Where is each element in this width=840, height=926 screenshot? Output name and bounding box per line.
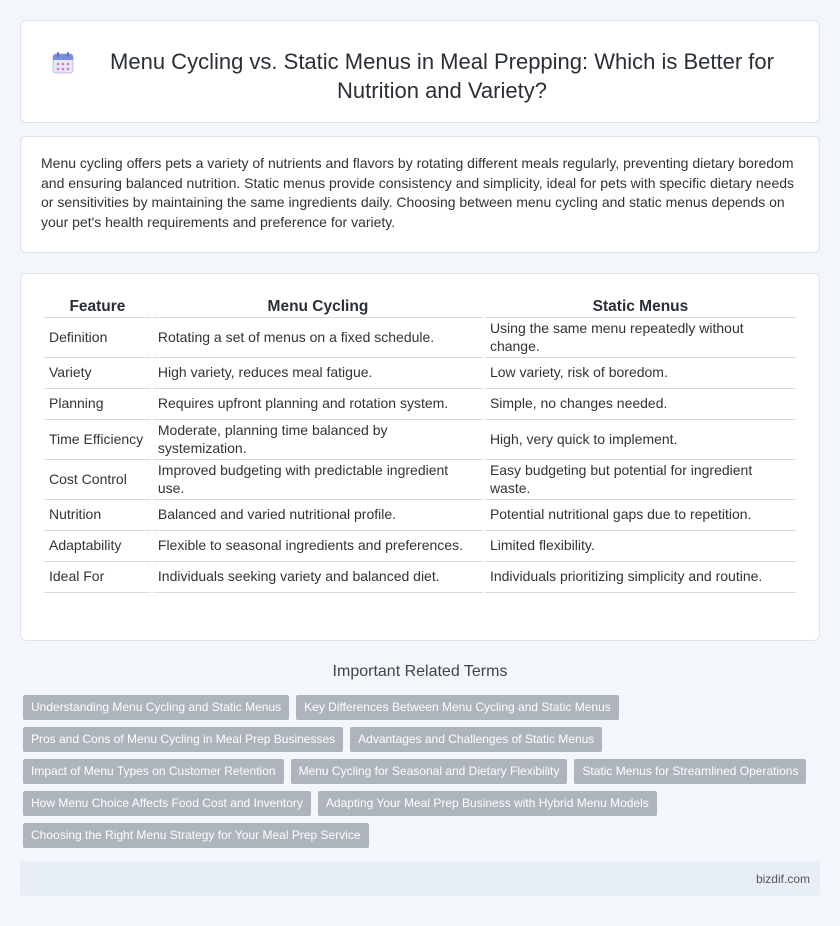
- related-term-tag[interactable]: Menu Cycling for Seasonal and Dietary Flexibility: [291, 759, 568, 784]
- feature-cell: Nutrition: [44, 500, 151, 531]
- tag-row: [23, 823, 823, 848]
- table-row: [44, 531, 796, 562]
- static-menus-cell: Using the same menu repeatedly without change.: [485, 318, 796, 358]
- menu-cycling-cell: Requires upfront planning and rotation system.: [153, 389, 483, 420]
- intro-paragraph: Menu cycling offers pets a variety of nutrients and flavors by rotating different meals regularly, preventing dietary boredom and ensuring balanced nutrition. Static menus provide consistency and simplicity, ideal for pets with specific dietary needs or sensitivities by maintaining the same ingredients daily. Choosing between menu cycling and static menus depends on your pet's health requirements and preference for variety.: [41, 155, 795, 230]
- table-header-row: [44, 296, 796, 318]
- menu-cycling-cell: Balanced and varied nutritional profile.: [153, 500, 483, 531]
- related-term-tag[interactable]: How Menu Choice Affects Food Cost and Inventory: [23, 791, 311, 816]
- related-terms-heading: Important Related Terms: [332, 663, 508, 680]
- footer: [20, 862, 820, 896]
- menu-cycling-cell: Individuals seeking variety and balanced diet.: [153, 562, 483, 593]
- menu-cycling-cell: Improved budgeting with predictable ingredient use.: [153, 460, 483, 500]
- feature-cell: Planning: [44, 389, 151, 420]
- static-menus-cell: Limited flexibility.: [485, 531, 796, 562]
- calendar-icon: [51, 51, 75, 75]
- static-menus-cell: Low variety, risk of boredom.: [485, 358, 796, 389]
- menu-cycling-cell: High variety, reduces meal fatigue.: [153, 358, 483, 389]
- static-menus-cell: Individuals prioritizing simplicity and routine.: [485, 562, 796, 593]
- related-term-tag[interactable]: Key Differences Between Menu Cycling and Static Menus: [296, 695, 619, 720]
- comparison-table-card: [20, 273, 820, 641]
- related-term-tag[interactable]: Adapting Your Meal Prep Business with Hybrid Menu Models: [318, 791, 657, 816]
- related-term-tag[interactable]: Advantages and Challenges of Static Menus: [350, 727, 602, 752]
- header-menu-cycling: Menu Cycling: [153, 296, 483, 318]
- related-term-tag[interactable]: Understanding Menu Cycling and Static Menus: [23, 695, 289, 720]
- menu-cycling-cell: Flexible to seasonal ingredients and preferences.: [153, 531, 483, 562]
- feature-cell: Definition: [44, 318, 151, 358]
- title-wrap: [21, 21, 819, 105]
- page-title: Menu Cycling vs. Static Menus in Meal Prepping: Which is Better for Nutrition and Variety?: [110, 49, 774, 103]
- intro-card: [20, 136, 820, 253]
- table-row: [44, 389, 796, 420]
- feature-cell: Time Efficiency: [44, 420, 151, 460]
- tag-row: [23, 759, 823, 784]
- related-term-tag[interactable]: Choosing the Right Menu Strategy for Your Meal Prep Service: [23, 823, 369, 848]
- feature-cell: Ideal For: [44, 562, 151, 593]
- tag-row: [23, 791, 823, 816]
- title-card: [20, 20, 820, 123]
- tag-row: [23, 727, 823, 752]
- feature-cell: Adaptability: [44, 531, 151, 562]
- static-menus-cell: Easy budgeting but potential for ingredient waste.: [485, 460, 796, 500]
- menu-cycling-cell: Moderate, planning time balanced by systemization.: [153, 420, 483, 460]
- related-terms-tags: [23, 695, 823, 855]
- table-row: [44, 460, 796, 500]
- static-menus-cell: Potential nutritional gaps due to repetition.: [485, 500, 796, 531]
- static-menus-cell: High, very quick to implement.: [485, 420, 796, 460]
- table-row: [44, 562, 796, 593]
- menu-cycling-cell: Rotating a set of menus on a fixed schedule.: [153, 318, 483, 358]
- feature-cell: Cost Control: [44, 460, 151, 500]
- comparison-table: [42, 296, 798, 593]
- feature-cell: Variety: [44, 358, 151, 389]
- table-row: [44, 500, 796, 531]
- related-term-tag[interactable]: Impact of Menu Types on Customer Retention: [23, 759, 284, 784]
- related-term-tag[interactable]: Pros and Cons of Menu Cycling in Meal Prep Businesses: [23, 727, 343, 752]
- table-row: [44, 420, 796, 460]
- table-row: [44, 318, 796, 358]
- table-row: [44, 358, 796, 389]
- static-menus-cell: Simple, no changes needed.: [485, 389, 796, 420]
- header-feature: Feature: [44, 296, 151, 318]
- tag-row: [23, 695, 823, 720]
- related-term-tag[interactable]: Static Menus for Streamlined Operations: [574, 759, 806, 784]
- footer-brand-link[interactable]: bizdif.com: [755, 872, 810, 886]
- header-static-menus: Static Menus: [485, 296, 796, 318]
